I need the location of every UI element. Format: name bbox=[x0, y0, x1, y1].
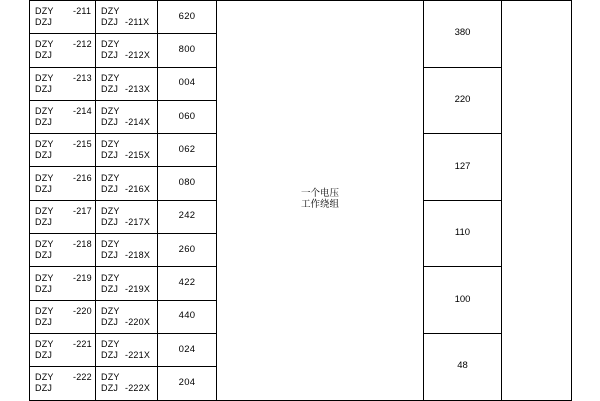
code-prefix-bottom: DZJ bbox=[101, 250, 119, 261]
model-suffix: -222 bbox=[73, 372, 92, 383]
code-prefix-top: DZY bbox=[101, 372, 120, 383]
model-suffix: -214 bbox=[73, 106, 92, 117]
cell-code bbox=[96, 333, 158, 366]
cell-code bbox=[96, 34, 158, 67]
code-suffix: -220X bbox=[125, 316, 151, 327]
model-prefix-bottom: DZJ bbox=[35, 250, 53, 261]
model-prefix-top: DZY bbox=[35, 372, 54, 383]
cell-blank bbox=[502, 1, 572, 401]
code-suffix: -213X bbox=[125, 83, 151, 94]
cell-model bbox=[30, 67, 96, 100]
model-prefix-top: DZY bbox=[35, 39, 54, 50]
cell-model bbox=[30, 300, 96, 333]
cell-voltage: 48 bbox=[424, 333, 502, 400]
cell-code bbox=[96, 1, 158, 34]
model-prefix-top: DZY bbox=[35, 239, 54, 250]
model-suffix: -217 bbox=[73, 205, 92, 216]
description-line-2: 工作绕组 bbox=[300, 199, 339, 211]
code-prefix-bottom: DZJ bbox=[101, 383, 119, 394]
code-prefix-top: DZY bbox=[101, 272, 120, 283]
code-prefix-bottom: DZJ bbox=[101, 350, 119, 361]
cell-number: 422 bbox=[158, 267, 217, 300]
cell-model bbox=[30, 134, 96, 167]
code-prefix-bottom: DZJ bbox=[101, 50, 119, 61]
model-prefix-bottom: DZJ bbox=[35, 150, 53, 161]
model-prefix-bottom: DZJ bbox=[35, 183, 53, 194]
cell-number: 800 bbox=[158, 34, 217, 67]
cell-code bbox=[96, 367, 158, 400]
model-prefix-bottom: DZJ bbox=[35, 83, 53, 94]
cell-number: 260 bbox=[158, 234, 217, 267]
model-prefix-top: DZY bbox=[35, 6, 54, 17]
cell-model bbox=[30, 167, 96, 200]
code-prefix-bottom: DZJ bbox=[101, 117, 119, 128]
model-prefix-bottom: DZJ bbox=[35, 117, 53, 128]
code-suffix: -219X bbox=[125, 283, 151, 294]
model-prefix-bottom: DZJ bbox=[35, 216, 53, 227]
code-prefix-top: DZY bbox=[101, 6, 120, 17]
code-suffix: -217X bbox=[125, 216, 151, 227]
model-prefix-bottom: DZJ bbox=[35, 316, 53, 327]
cell-number: 004 bbox=[158, 67, 217, 100]
cell-model bbox=[30, 200, 96, 233]
cell-code bbox=[96, 267, 158, 300]
code-suffix: -212X bbox=[125, 50, 151, 61]
cell-model bbox=[30, 234, 96, 267]
cell-number: 062 bbox=[158, 134, 217, 167]
cell-model bbox=[30, 267, 96, 300]
code-prefix-top: DZY bbox=[101, 305, 120, 316]
cell-code bbox=[96, 100, 158, 133]
model-prefix-top: DZY bbox=[35, 205, 54, 216]
model-prefix-top: DZY bbox=[35, 139, 54, 150]
cell-voltage: 127 bbox=[424, 134, 502, 201]
cell-code bbox=[96, 167, 158, 200]
model-suffix: -216 bbox=[73, 172, 92, 183]
code-prefix-top: DZY bbox=[101, 139, 120, 150]
model-prefix-top: DZY bbox=[35, 172, 54, 183]
description-line-1: 一个电压 bbox=[300, 188, 339, 200]
model-suffix: -220 bbox=[73, 305, 92, 316]
code-prefix-bottom: DZJ bbox=[101, 216, 119, 227]
model-suffix: -212 bbox=[73, 39, 92, 50]
cell-code bbox=[96, 67, 158, 100]
code-prefix-top: DZY bbox=[101, 239, 120, 250]
code-suffix: -222X bbox=[125, 383, 151, 394]
cell-number: 242 bbox=[158, 200, 217, 233]
cell-model bbox=[30, 34, 96, 67]
cell-code bbox=[96, 300, 158, 333]
code-prefix-top: DZY bbox=[101, 106, 120, 117]
model-prefix-bottom: DZJ bbox=[35, 50, 53, 61]
code-prefix-top: DZY bbox=[101, 172, 120, 183]
model-suffix: -211 bbox=[73, 6, 92, 17]
code-prefix-top: DZY bbox=[101, 339, 120, 350]
cell-number: 080 bbox=[158, 167, 217, 200]
cell-voltage: 220 bbox=[424, 67, 502, 134]
cell-voltage: 110 bbox=[424, 200, 502, 267]
model-prefix-top: DZY bbox=[35, 106, 54, 117]
model-prefix-bottom: DZJ bbox=[35, 283, 53, 294]
table-row bbox=[30, 1, 572, 34]
cell-number: 204 bbox=[158, 367, 217, 400]
code-prefix-bottom: DZJ bbox=[101, 17, 119, 28]
code-prefix-top: DZY bbox=[101, 39, 120, 50]
code-suffix: -211X bbox=[125, 17, 150, 28]
code-prefix-bottom: DZJ bbox=[101, 150, 119, 161]
model-prefix-bottom: DZJ bbox=[35, 17, 53, 28]
model-suffix: -218 bbox=[73, 239, 92, 250]
code-suffix: -216X bbox=[125, 183, 151, 194]
cell-number: 024 bbox=[158, 333, 217, 366]
model-suffix: -221 bbox=[73, 339, 92, 350]
cell-model bbox=[30, 367, 96, 400]
cell-description bbox=[217, 1, 424, 401]
code-suffix: -214X bbox=[125, 117, 151, 128]
model-prefix-top: DZY bbox=[35, 72, 54, 83]
cell-model bbox=[30, 1, 96, 34]
code-suffix: -218X bbox=[125, 250, 151, 261]
model-prefix-top: DZY bbox=[35, 339, 54, 350]
model-prefix-top: DZY bbox=[35, 272, 54, 283]
cell-code bbox=[96, 134, 158, 167]
model-suffix: -219 bbox=[73, 272, 92, 283]
code-suffix: -221X bbox=[125, 350, 151, 361]
cell-number: 440 bbox=[158, 300, 217, 333]
code-prefix-bottom: DZJ bbox=[101, 283, 119, 294]
cell-code bbox=[96, 234, 158, 267]
code-prefix-bottom: DZJ bbox=[101, 316, 119, 327]
specification-table bbox=[29, 0, 572, 401]
code-suffix: -215X bbox=[125, 150, 151, 161]
code-prefix-top: DZY bbox=[101, 205, 120, 216]
cell-number: 060 bbox=[158, 100, 217, 133]
code-prefix-bottom: DZJ bbox=[101, 83, 119, 94]
cell-number: 620 bbox=[158, 1, 217, 34]
code-prefix-bottom: DZJ bbox=[101, 183, 119, 194]
model-prefix-top: DZY bbox=[35, 305, 54, 316]
model-suffix: -215 bbox=[73, 139, 92, 150]
cell-model bbox=[30, 100, 96, 133]
cell-model bbox=[30, 333, 96, 366]
cell-code bbox=[96, 200, 158, 233]
model-prefix-bottom: DZJ bbox=[35, 350, 53, 361]
cell-voltage: 380 bbox=[424, 1, 502, 68]
cell-voltage: 100 bbox=[424, 267, 502, 334]
model-prefix-bottom: DZJ bbox=[35, 383, 53, 394]
model-suffix: -213 bbox=[73, 72, 92, 83]
code-prefix-top: DZY bbox=[101, 72, 120, 83]
